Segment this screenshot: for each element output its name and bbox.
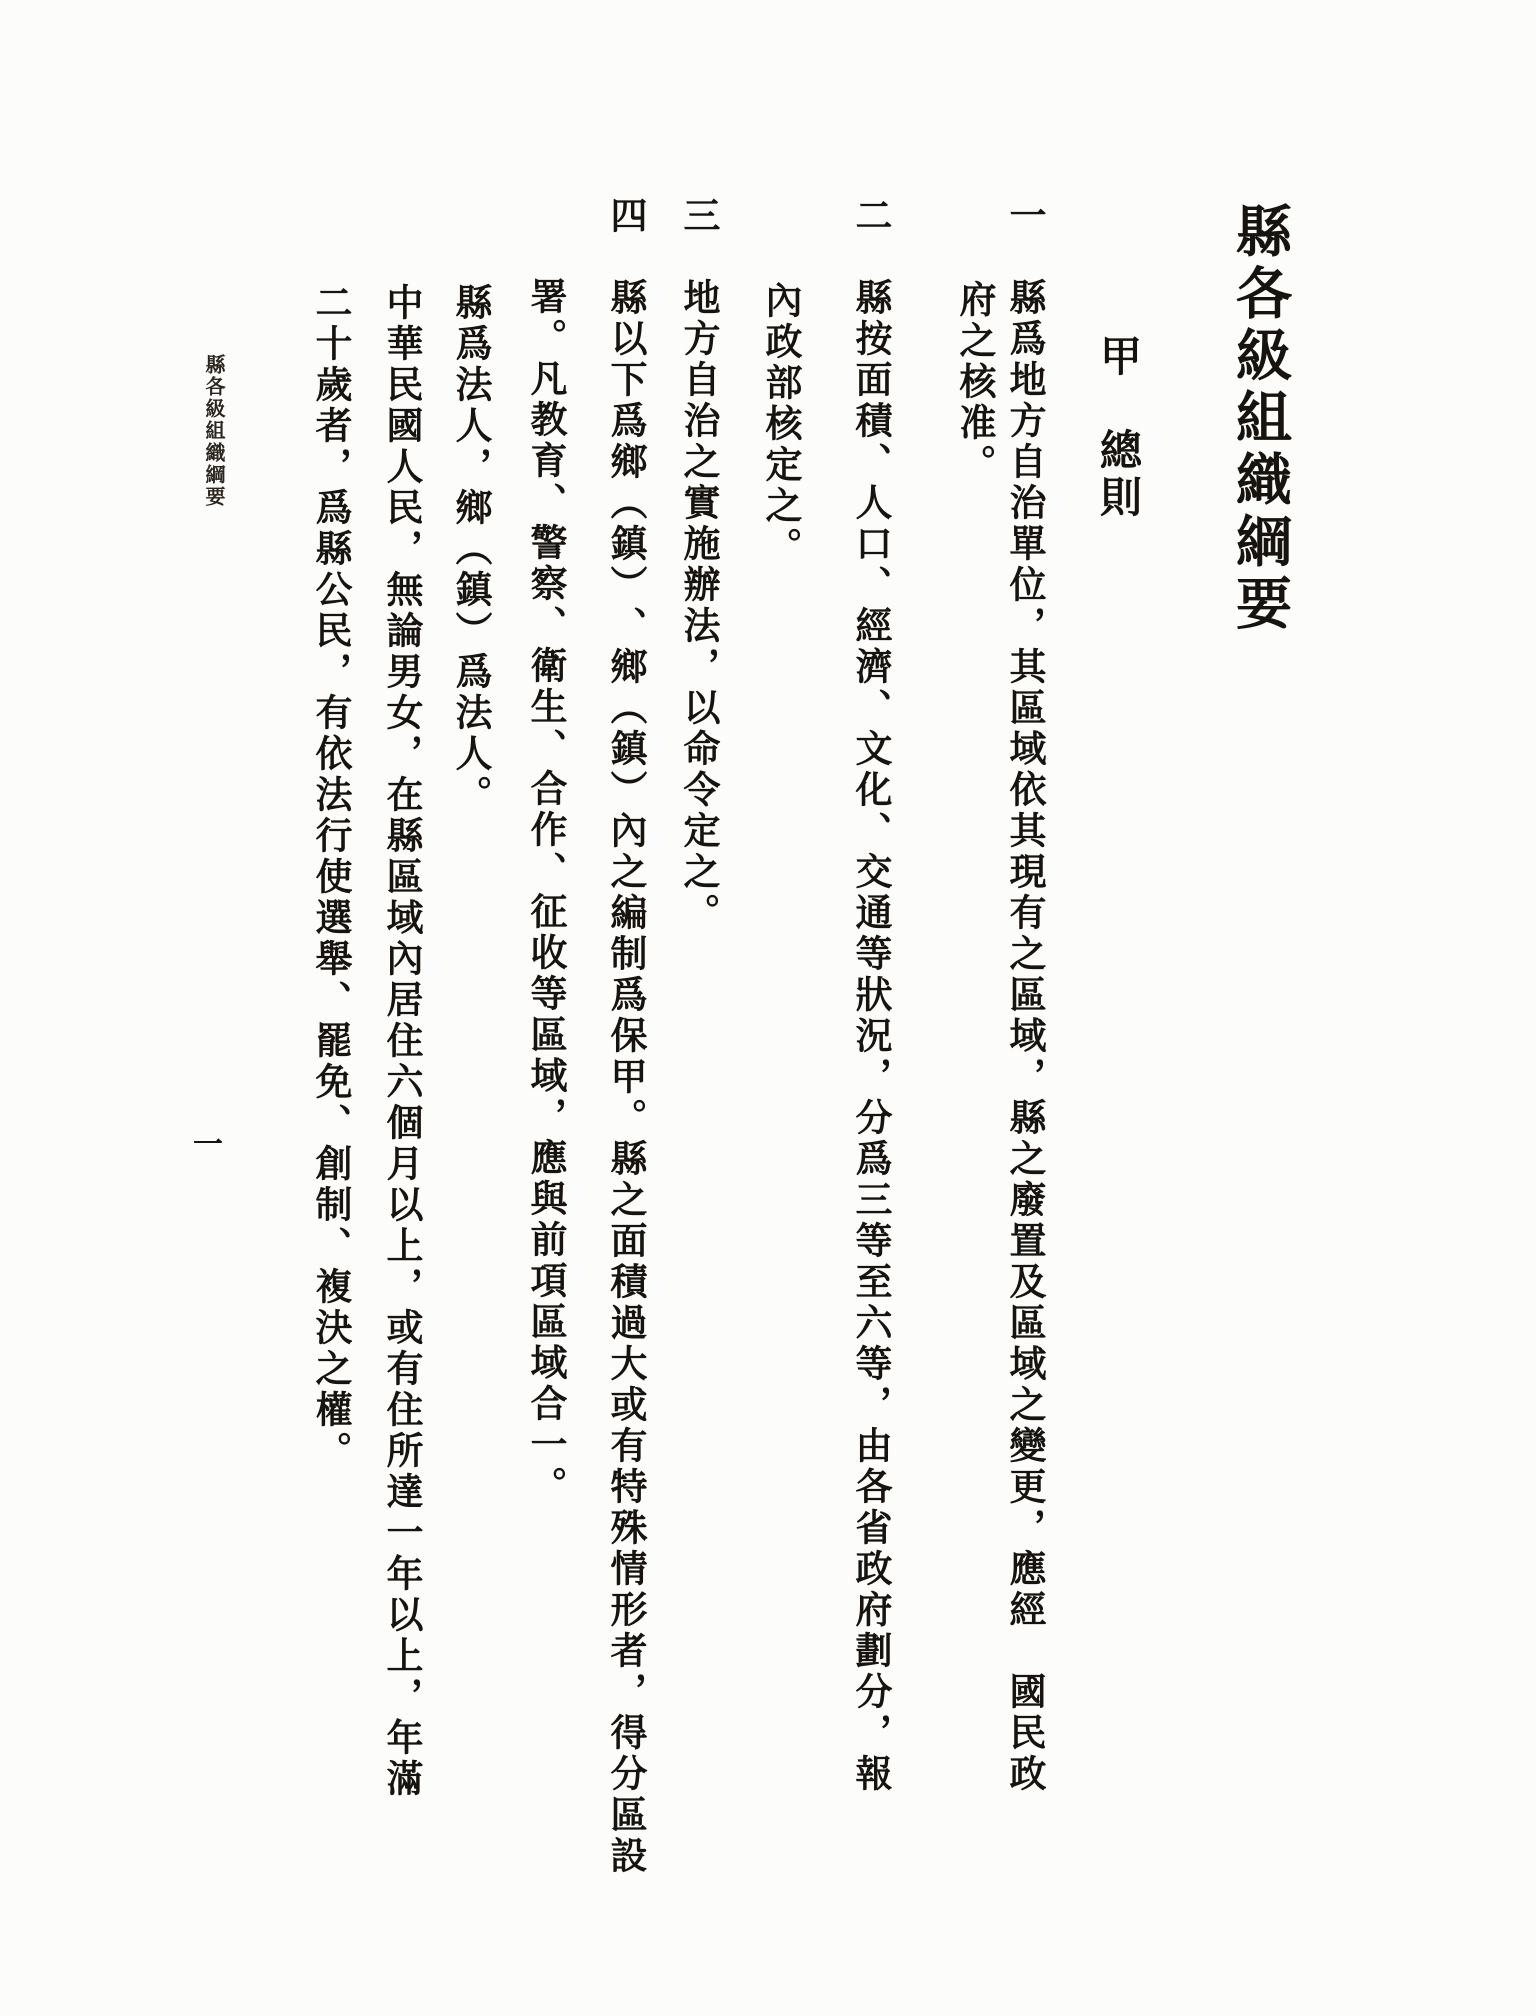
page-number: 一 — [187, 1128, 222, 1158]
section-heading: 甲 總則 — [1094, 334, 1143, 522]
citizen-paragraph-column-1: 中華民國人民，無論男女，在縣區域內居住六個月以上，或有住所達一年以上，年滿 — [380, 283, 424, 1800]
article-3-column-1: 三 地方自治之實施辦法，以命令定之。 — [677, 196, 721, 934]
article-2-column-1: 二 縣按面積、人口、經濟、文化、交通等狀況，分爲三等至六等，由各省政府劃分，報 — [849, 196, 893, 1795]
article-1-column-1: 一 縣爲地方自治單位，其區域依其現有之區域，縣之廢置及區域之變更，應經 國民政 — [1003, 196, 1047, 1795]
article-4-column-1: 四 縣以下爲鄉︵鎮︶、鄉︵鎮︶內之編制爲保甲。縣之面積過大或有特殊情形者，得分區設 — [604, 196, 648, 1877]
legal-person-paragraph: 縣爲法人，鄉︵鎮︶爲法人。 — [449, 283, 493, 816]
document-title: 縣各級組織綱要 — [1227, 202, 1293, 636]
article-1-column-2: 府之核准。 — [953, 280, 997, 485]
gutter-running-title: 縣各級組織綱要 — [202, 354, 226, 508]
article-2-column-2: 內政部核定之。 — [759, 281, 803, 568]
article-4-column-2: 署。凡教育、警察、衛生、合作、征收等區域，應與前項區域合一。 — [524, 277, 568, 1507]
citizen-paragraph-column-2: 二十歲者，爲縣公民，有依法行使選舉、罷免、創制、複決之權。 — [309, 283, 353, 1472]
